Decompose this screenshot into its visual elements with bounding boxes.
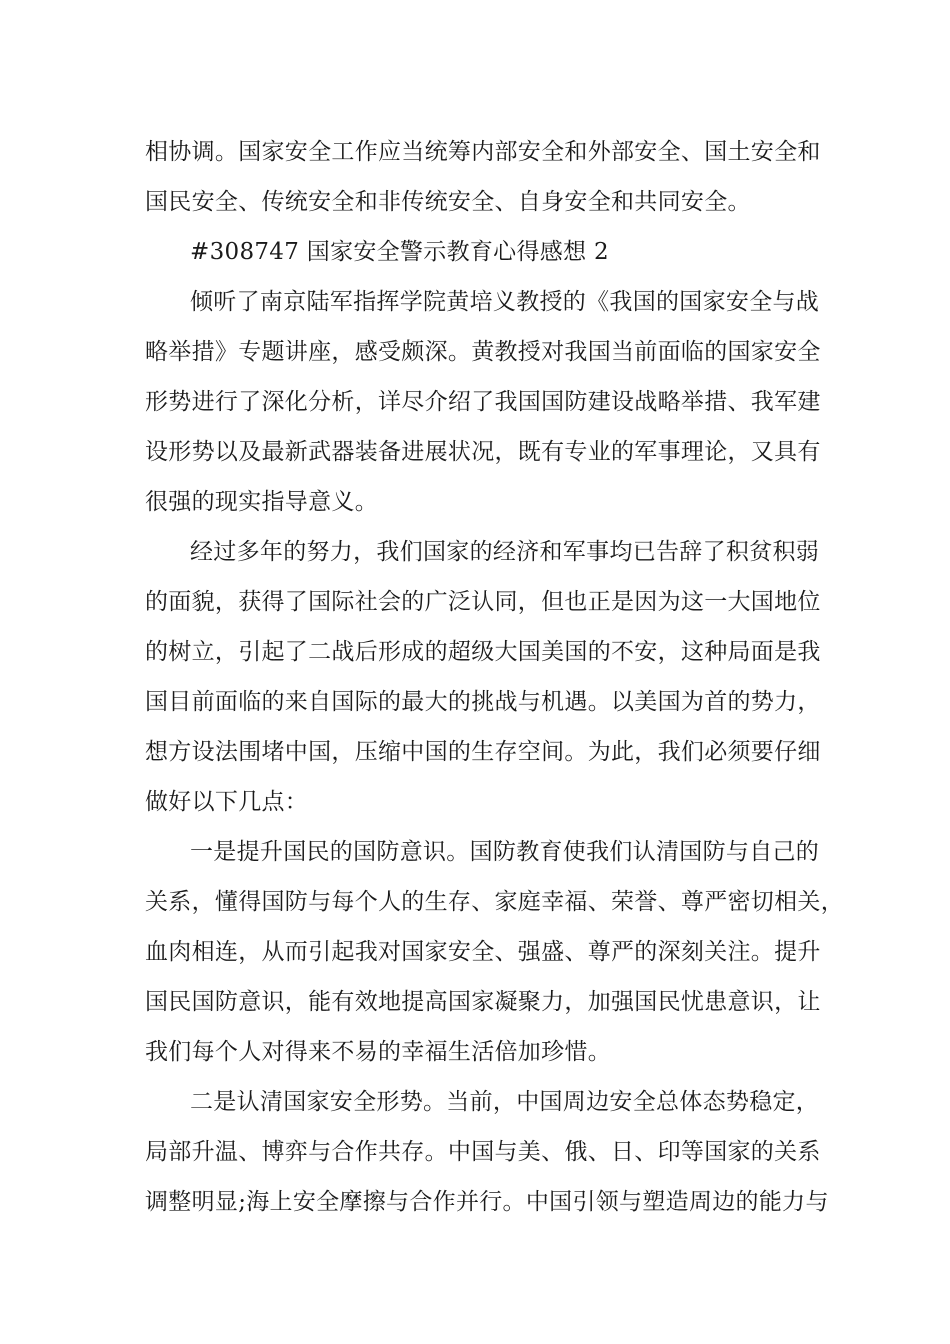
text-line-8: 经过多年的努力，我们国家的经济和军事均已告辞了积贫积弱	[190, 539, 820, 565]
text-line-9: 的面貌，获得了国际社会的广泛认同，但也正是因为这一大国地位	[145, 589, 821, 615]
text-line-16: 血肉相连，从而引起我对国家安全、强盛、尊严的深刻关注。提升	[145, 939, 821, 965]
text-line-13: 做好以下几点：	[145, 789, 309, 815]
text-line-7: 很强的现实指导意义。	[145, 489, 378, 515]
text-line-14: 一是提升国民的国防意识。国防教育使我们认清国防与自己的	[190, 839, 820, 865]
text-line-21: 调整明显;海上安全摩擦与合作并行。中国引领与塑造周边的能力与	[145, 1189, 829, 1215]
section-heading: #308747 国家安全警示教育心得感想 2	[190, 239, 609, 265]
text-line-5: 形势进行了深化分析，详尽介绍了我国国防建设战略举措、我军建	[145, 389, 821, 415]
text-line-10: 的树立，引起了二战后形成的超级大国美国的不安，这种局面是我	[145, 639, 821, 665]
text-line-4: 略举措》专题讲座，感受颇深。黄教授对我国当前面临的国家安全	[145, 339, 821, 365]
text-line-12: 想方设法围堵中国，压缩中国的生存空间。为此，我们必须要仔细	[145, 739, 821, 765]
text-line-1: 相协调。国家安全工作应当统筹内部安全和外部安全、国土安全和	[145, 139, 821, 165]
text-line-3: 倾听了南京陆军指挥学院黄培义教授的《我国的国家安全与战	[190, 289, 820, 315]
text-line-20: 局部升温、博弈与合作共存。中国与美、俄、日、印等国家的关系	[145, 1139, 821, 1165]
text-line-2: 国民安全、传统安全和非传统安全、自身安全和共同安全。	[145, 189, 751, 215]
text-line-6: 设形势以及最新武器装备进展状况，既有专业的军事理论，又具有	[145, 439, 821, 465]
text-line-11: 国目前面临的来自国际的最大的挑战与机遇。以美国为首的势力，	[145, 689, 821, 715]
text-line-17: 国民国防意识，能有效地提高国家凝聚力，加强国民忧患意识，让	[145, 989, 821, 1015]
text-line-15: 关系，懂得国防与每个人的生存、家庭幸福、荣誉、尊严密切相关，	[145, 889, 844, 915]
text-line-18: 我们每个人对得来不易的幸福生活倍加珍惜。	[145, 1039, 611, 1065]
text-line-19: 二是认清国家安全形势。当前，中国周边安全总体态势稳定，	[190, 1089, 820, 1115]
